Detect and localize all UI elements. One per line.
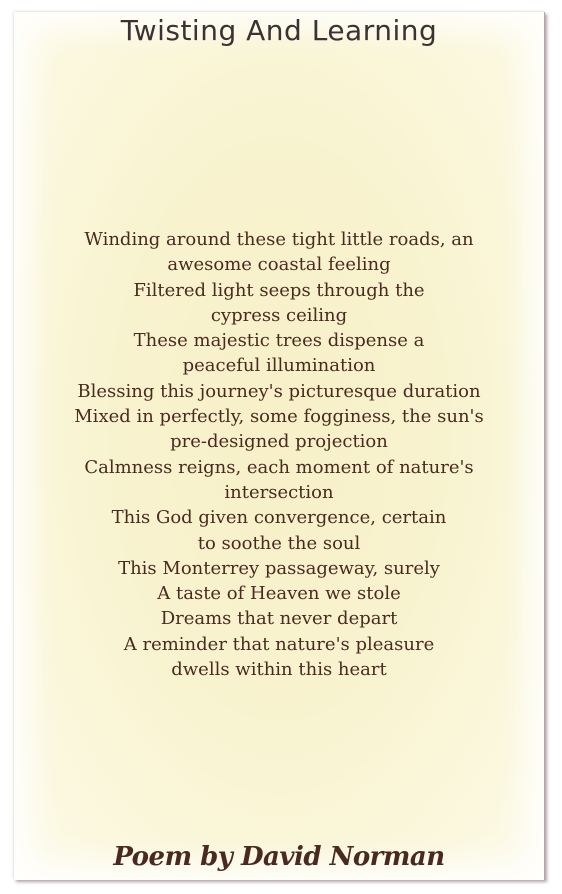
poem-line: peaceful illumination — [182, 355, 376, 377]
poem-line: Mixed in perfectly, some fogginess, the sun's — [74, 406, 484, 428]
poem-line: These majestic trees dispense a — [133, 330, 425, 352]
poem-line: dwells within this heart — [171, 659, 387, 681]
poem-line: cypress ceiling — [210, 304, 348, 326]
author-signature: Poem by David Norman — [113, 842, 445, 872]
poem-line: Filtered light seeps through the — [133, 279, 425, 301]
poem-body — [14, 227, 544, 682]
poem-line: Dreams that never depart — [160, 608, 398, 630]
poem-title: Twisting And Learning — [120, 14, 438, 47]
poem-line: Calmness reigns, each moment of nature's — [84, 456, 474, 478]
poem-card — [14, 12, 545, 880]
poem-line: to soothe the soul — [197, 532, 361, 554]
poem-line: Blessing this journey's picturesque duration — [77, 380, 481, 402]
poem-line: pre-designed projection — [170, 431, 388, 453]
poem-line: awesome coastal feeling — [167, 254, 391, 276]
poem-line: A reminder that nature's pleasure — [123, 633, 435, 655]
poem-line: This God given convergence, certain — [111, 507, 447, 529]
poem-line: Winding around these tight little roads, an — [84, 229, 474, 250]
poem-line: This Monterrey passageway, surely — [118, 557, 440, 579]
poem-line: intersection — [224, 481, 334, 503]
poem-line: A taste of Heaven we stole — [157, 583, 401, 605]
